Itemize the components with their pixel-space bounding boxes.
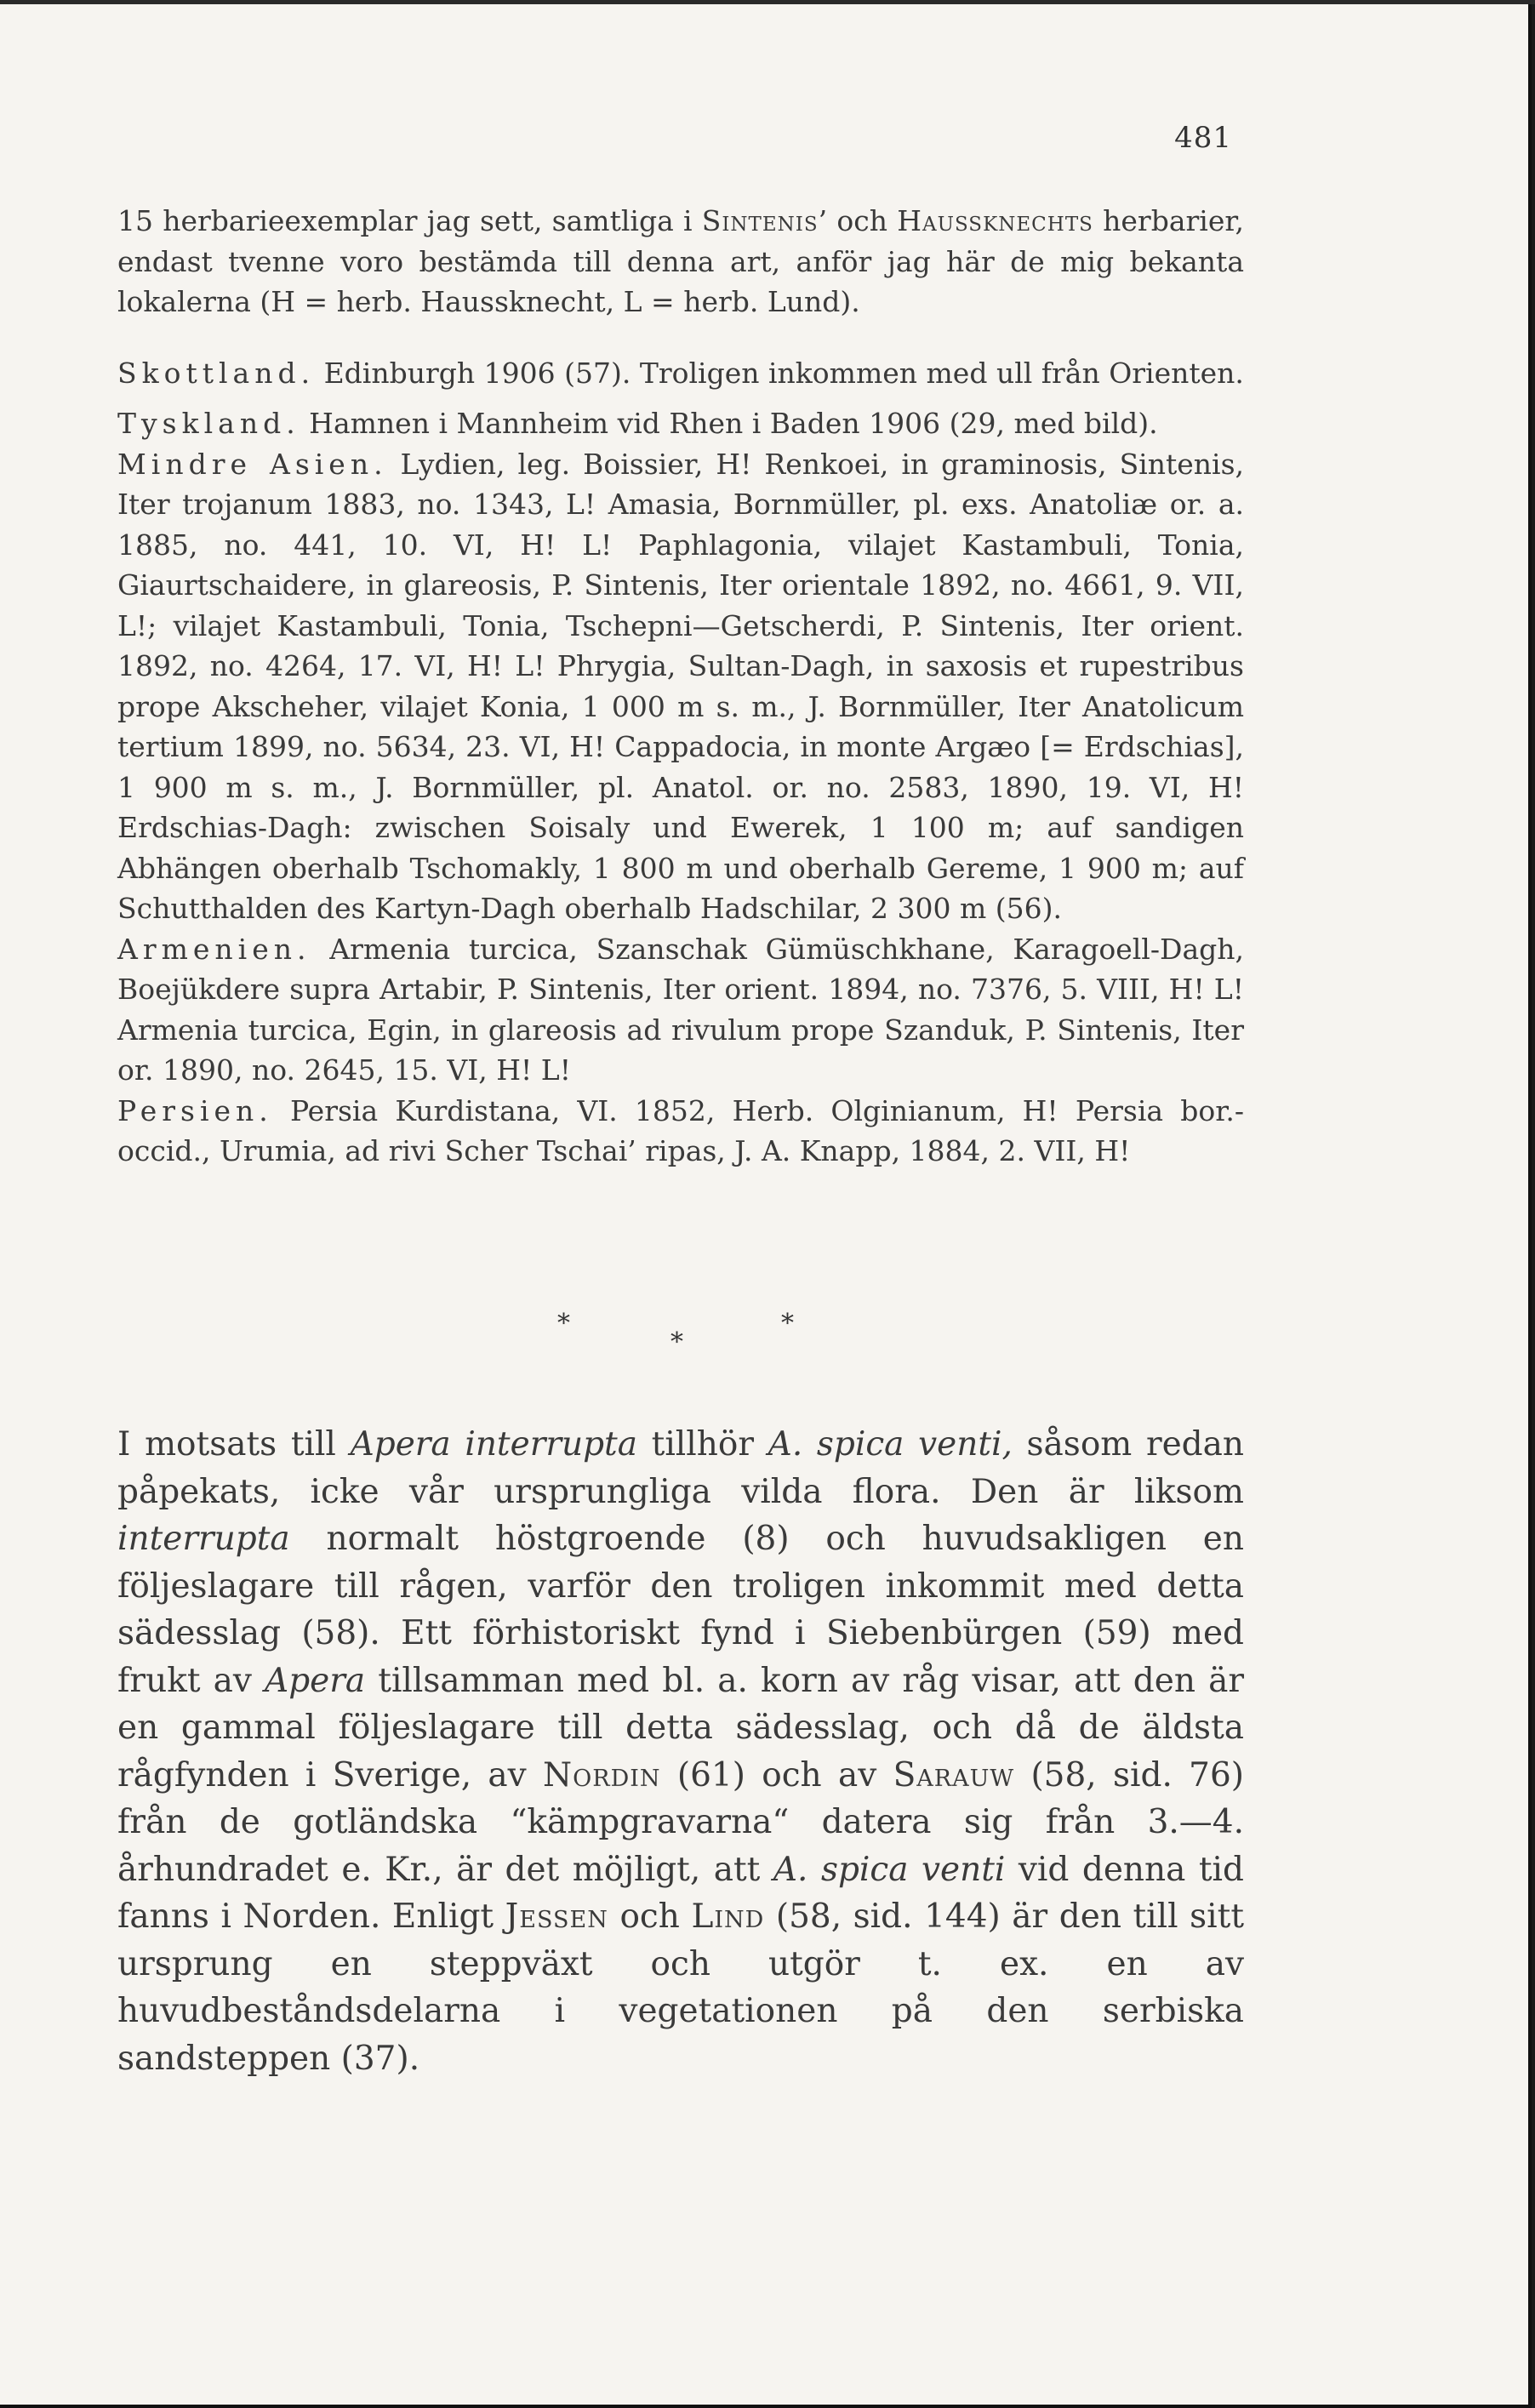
author-lind: Lind: [691, 1897, 765, 1936]
entry-armenien: Armenien. Armenia turcica, Szanschak Gümüschkhane, Karagoell-Dagh, Boejükdere supra Artabir, P. Sintenis, Iter orient. 1894, no. 7376, 5. VIII, H! L! Armenia turcica, Egin, in glareosis ad rivulum prope Szanduk, P. Sintenis, Iter or. 1890, no. 2645, 15. VI, H! L!: [117, 932, 1244, 1087]
entry-tyskland: Tyskland. Hamnen i Mannheim vid Rhen i Baden 1906 (29, med bild).: [117, 407, 1158, 440]
region-label: Tyskland.: [117, 407, 300, 440]
entry-skottland: Skottland. Edinburgh 1906 (57). Troligen inkommen med ull från Orienten.: [117, 356, 1244, 390]
author-nordin: Nordin: [543, 1755, 661, 1795]
author-sintenis: Sintenis: [701, 204, 819, 237]
specimen-list: [117, 201, 1244, 1172]
page-number: 481: [1174, 121, 1232, 155]
author-sarauw: Sarauw: [893, 1755, 1015, 1795]
top-edge: [0, 0, 1535, 4]
main-paragraph: [117, 1421, 1244, 2082]
region-label: Mindre Asien.: [117, 447, 388, 481]
section-separator: [0, 1309, 1528, 1360]
separator-star: *: [557, 1309, 570, 1338]
body-text: I motsats till Apera interrupta tillhör A. spica venti, såsom redan påpekats, icke vår ursprungliga vilda flora. Den är liksom interrupta normalt höstgroende (8) och huvudsakligen en följeslagare till rågen, varför den troligen inkommit med detta sädesslag (58). Ett förhistoriskt fynd i Siebenbürgen (59) med frukt av Apera tillsamman med bl. a. korn av råg visar, att den är en gammal följeslagare till detta sädesslag, och då de äldsta rågfynden i Sverige, av Nordin (61) och av Sarauw (58, sid. 76) från de gotländska “kämpgravarna“ datera sig från 3.—4. århundradet e. Kr., är det möjligt, att A. spica venti vid denna tid fanns i Norden. Enligt Jessen och Lind (58, sid. 144) är den till sitt ursprung en steppväxt och utgör t. ex. en av huvudbeståndsdelarna i vegetationen på den serbiska sandsteppen (37).: [117, 1425, 1245, 2078]
region-label: Persien.: [117, 1093, 273, 1127]
author-haussknecht: Haussknechts: [897, 204, 1093, 237]
region-label: Skottland.: [117, 356, 316, 390]
intro-paragraph: 15 herbarieexemplar jag sett, samtliga i Sintenis’ och Haussknechts herbarier, endast tvenne voro bestämda till denna art, anför jag här de mig bekanta lokalerna (H = herb. Haussknecht, L = herb. Lund).: [117, 204, 1244, 318]
author-jessen: Jessen: [505, 1897, 608, 1936]
separator-star: *: [781, 1309, 794, 1338]
entry-persien: Persien. Persia Kurdistana, VI. 1852, Herb. Olginianum, H! Persia bor.-occid., Urumia, ad rivi Scher Tschai’ ripas, J. A. Knapp, 1884, 2. VII, H!: [117, 1093, 1244, 1167]
separator-star: *: [670, 1327, 683, 1357]
entry-mindre-asien: Mindre Asien. Lydien, leg. Boissier, H! Renkoei, in graminosis, Sintenis, Iter trojanum 1883, no. 1343, L! Amasia, Bornmüller, pl. exs. Anatoliæ or. a. 1885, no. 441, 10. VI, H! L! Paphlagonia, vilajet Kastambuli, Tonia, Giaurtschaidere, in glareosis, P. Sintenis, Iter orientale 1892, no. 4661, 9. VII, L!; vilajet Kastambuli, Tonia, Tschepni—Getscherdi, P. Sintenis, Iter orient. 1892, no. 4264, 17. VI, H! L! Phrygia, Sultan-Dagh, in saxosis et rupestribus prope Akscheher, vilajet Konia, 1 000 m s. m., J. Bornmüller, Iter Anatolicum tertium 1899, no. 5634, 23. VI, H! Cappadocia, in monte Argæo [= Erdschias], 1 900 m s. m., J. Bornmüller, pl. Anatol. or. no. 2583, 1890, 19. VI, H! Erdschias-Dagh: zwischen Soisaly und Ewerek, 1 100 m; auf sandigen Abhängen oberhalb Tschomakly, 1 800 m und oberhalb Gereme, 1 900 m; auf Schutthalden des Kartyn-Dagh oberhalb Hadschilar, 2 300 m (56).: [117, 447, 1245, 925]
region-label: Armenien.: [117, 932, 311, 966]
